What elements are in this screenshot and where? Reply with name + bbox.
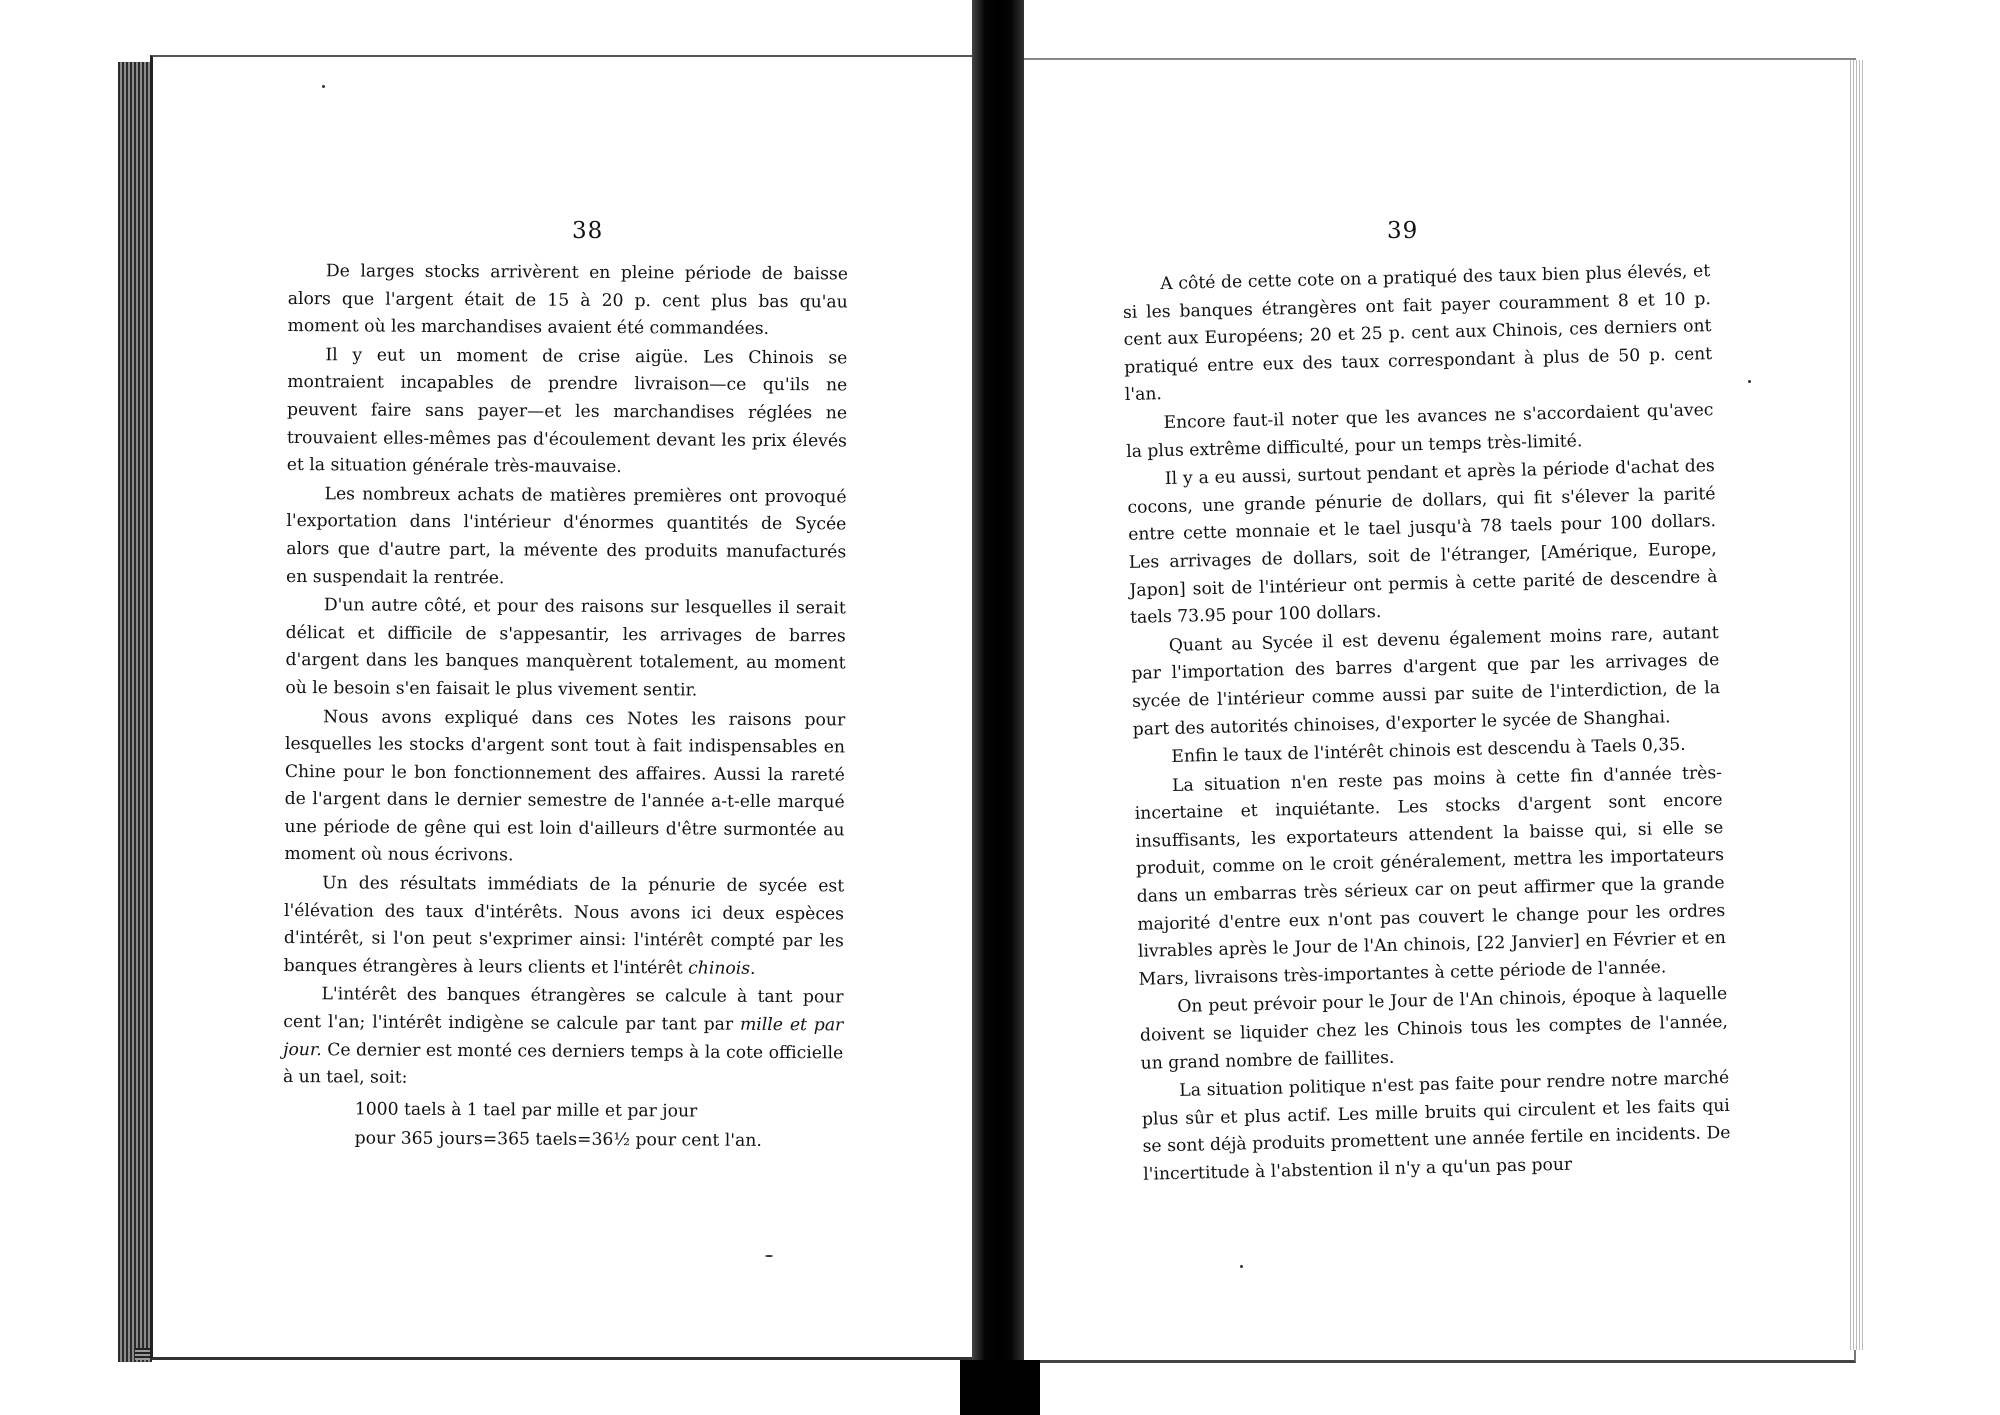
paragraph: Les nombreux achats de matières premières ont provoqué l'exportation dans l'intérieur d'énormes quantités de Sycée alors que d'autre part, la mévente des produits manufacturés en suspendait la rentrée. xyxy=(285,483,847,588)
paragraph xyxy=(284,870,845,984)
formula-line: 1000 taels à 1 tael par mille et par jour xyxy=(354,1099,698,1122)
paragraph-italic: chinois. xyxy=(688,958,756,979)
formula-line: pour 365 jours=365 taels=36½ pour cent l'an. xyxy=(354,1128,762,1152)
book-gutter xyxy=(972,0,1024,1415)
print-speck xyxy=(1748,380,1751,383)
paragraph: De larges stocks arrivèrent en pleine période de baisse alors que l'argent était de 15 à 20 p. cent plus bas qu'au moment où les marchandises avaient été commandées. xyxy=(287,261,848,340)
print-speck xyxy=(1240,1265,1243,1268)
left-page-edges xyxy=(118,62,152,1362)
paragraph: Enfin le taux de l'intérêt chinois est descendu à Taels 0,35. xyxy=(1171,734,1686,768)
right-page-text xyxy=(1122,258,1731,1190)
paragraph: Nous avons expliqué dans ces Notes les raisons pour lesquelles les stocks d'argent sont tout à fait indispensables en Chine pour le bon fonctionnement des affaires. Aussi la rareté de l'argent dans le dernier semestre de l'année a-t-elle marqué une période de gêne qui est loin d'ailleurs d'être surmontée au moment où nous écrivons. xyxy=(284,706,846,866)
page-number-left: 38 xyxy=(572,218,604,244)
paragraph-text: Un des résultats immédiats de la pénurie de sycée est l'élévation des taux d'intérêts. Nous avons ici deux espèces d'intérêt, si l'on peut s'exprimer ainsi: l'intérêt compté par les banques étrangères à leurs clients et l'intérêt xyxy=(283,873,845,979)
paragraph: La situation politique n'est pas faite pour rendre notre marché plus sûr et plus actif. Les mille bruits qui circulent et les faits qui se sont déjà produits promettent une année fertile en incidents. De l'incertitude à l'abstention il n'y a qu'un pas pour xyxy=(1141,1068,1731,1185)
paragraph-italic: mille et par jour. xyxy=(283,1014,844,1060)
paragraph: D'un autre côté, et pour des raisons sur lesquelles il serait délicat et difficile de s'appesantir, les arrivages de barres d'argent dans les banques manquèrent totalement, au moment où le besoin s'en faisait le plus vivement sentir. xyxy=(285,595,846,701)
page-number-right: 39 xyxy=(1387,218,1419,244)
paragraph: Quant au Sycée il est devenu également moins rare, autant par l'importation des barres d'argent que par les arrivages de sycée de l'intérieur comme aussi par suite de l'interdiction, de la part des autorités chinoises, d'exporter le sycée de Shanghai. xyxy=(1131,622,1721,740)
print-speck xyxy=(765,1255,773,1257)
gutter-shadow xyxy=(960,1360,1040,1415)
paragraph: Il y a eu aussi, surtout pendant et après la période d'achat des cocons, une grande pénurie de dollars, qui fit s'élever la parité entre cette monnaie et le tael jusqu'à 78 taels pour 100 dollars. Les arrivages de dollars, soit de l'étranger, [Amérique, Europe, Japon] soit de l'intérieur ont permis à cette parité de descendre à taels 73.95 pour 100 dollars. xyxy=(1127,456,1718,629)
paragraph xyxy=(283,981,844,1095)
paragraph-text: L'intérêt des banques étrangères se calcule à tant pour cent l'an; l'intérêt indigène se calcule par tant par xyxy=(283,984,844,1035)
paragraph: La situation n'en reste pas moins à cette fin d'année très-incertaine et inquiétante. Les stocks d'argent sont encore insuffisants, les exportateurs attendent la baisse qui, si elle se produit, comme on le croit généralement, mettra les importateurs dans un embarras très sérieux car on peut affirmer que la grande majorité d'entre eux n'ont pas couvert le change pour les ordres livrables après le Jour de l'An chinois, [22 Janvier] en Février et en Mars, livraisons très-importantes à cette période de l'année. xyxy=(1134,762,1727,990)
paragraph: Encore faut-il noter que les avances ne s'accordaient qu'avec la plus extrême difficulté, pour un temps très-limité. xyxy=(1125,400,1714,462)
paragraph: On peut prévoir pour le Jour de l'An chinois, époque à laquelle doivent se liquider chez les Chinois tous les comptes de l'année, un grand nombre de faillites. xyxy=(1139,984,1729,1074)
paragraph: A côté de cette cote on a pratiqué des taux bien plus élevés, et si les banques étrangères ont fait payer couramment 8 et 10 p. cent aux Européens; 20 et 25 p. cent aux Chinois, ces derniers ont pratiqué entre eux des taux correspondant à plus de 50 p. cent l'an. xyxy=(1122,261,1713,406)
paragraph: Il y eut un moment de crise aigüe. Les Chinois se montraient incapables de prendre livraison—ce qu'ils ne peuvent faire sans payer—et les marchandises réglées ne trouvaient elles-mêmes pas d'écoulement devant les prix élevés et la situation générale très-mauvaise. xyxy=(286,345,848,478)
left-page-text xyxy=(283,258,848,1156)
print-speck xyxy=(322,85,325,88)
paragraph-text: Ce dernier est monté ces derniers temps à la cote officielle à un tael, soit: xyxy=(282,1039,844,1088)
right-page-edge xyxy=(1850,60,1864,1350)
